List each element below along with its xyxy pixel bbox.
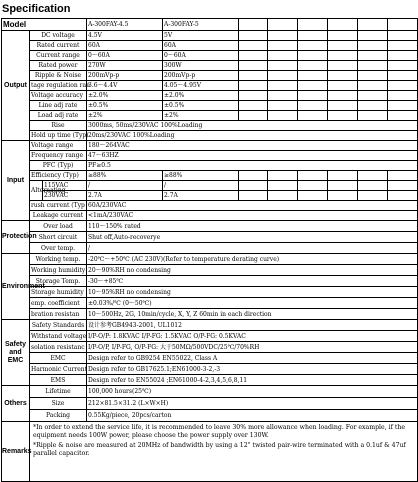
section-environment: Environment (2, 254, 30, 320)
row-label: tage regulation ran (31, 82, 90, 89)
model-cell (268, 19, 298, 31)
row-label: DC voltage (30, 31, 87, 41)
safety-row (2, 375, 418, 386)
output-row (2, 111, 418, 121)
value-cell: 0～60A (163, 51, 239, 61)
row-label: Working humidity (31, 266, 86, 274)
spec-title: Specification (2, 3, 71, 15)
protection-row (2, 221, 418, 232)
value-cell: 设计参考GB4943-2001, UL1012 (87, 320, 418, 331)
value-cell: 180～264VAC (87, 141, 418, 151)
output-row (2, 131, 418, 141)
row-label: Working temp. (30, 254, 87, 265)
value-cell: 47～63HZ (87, 151, 418, 161)
output-row (2, 81, 418, 91)
row-label: Load adj rate (30, 111, 87, 121)
value-cell: 300W (163, 61, 239, 71)
value-cell: 2.7A (163, 191, 239, 201)
row-label: Rated power (30, 61, 87, 71)
output-row (2, 61, 418, 71)
row-label: rush current (Typ (31, 202, 85, 209)
section-safety-emc: Safety and EMC (2, 320, 30, 386)
value-cell: 0.55Kg/piece, 20pcs/carton (87, 410, 418, 422)
row-label: Rise (30, 121, 87, 131)
value-cell: PF≥0.5 (87, 161, 418, 171)
row-label: Over temp. (30, 243, 87, 254)
value-cell: 3000ms, 50ms/230VAC 100%Loading (87, 121, 418, 131)
value-cell: 60A (87, 41, 163, 51)
input-row (2, 151, 418, 161)
output-row (2, 51, 418, 61)
row-label: Storage Temp. (30, 276, 87, 287)
row-label: EMC (30, 353, 87, 364)
model-label: Model (2, 19, 87, 31)
row-label: Packing (30, 410, 87, 422)
value-cell: ±2% (87, 111, 163, 121)
output-row (2, 41, 418, 51)
value-cell: ±2% (163, 111, 239, 121)
value-cell: 100,000 hours(25℃) (87, 386, 418, 398)
value-cell: ±0.5% (87, 101, 163, 111)
others-row (2, 410, 418, 422)
sub-label: 230VAC (43, 191, 87, 201)
value-cell: 5V (163, 31, 239, 41)
row-label: Short circuit (30, 232, 87, 243)
value-cell: I/P-O/P, I/P-FG, O/P-FG: 大于50MΩ/500VDC/25℃/70%RH (87, 342, 418, 353)
row-label: Over load (30, 221, 87, 232)
row-label: emp. coefficient (30, 298, 87, 309)
spec-table (1, 18, 418, 482)
value-cell: 20ms/230VAC 100%Loading (87, 131, 418, 141)
value-cell: Shut off,Auto-recoverye (87, 232, 418, 243)
section-protection: Protection (2, 221, 30, 254)
value-cell: ±2.0% (163, 91, 239, 101)
value-cell: / (163, 181, 239, 191)
environment-row (2, 254, 418, 265)
value-cell: ±0.5% (163, 101, 239, 111)
row-label: PFC (Typ) (30, 161, 87, 171)
row-label: Ripple & Noise (30, 71, 87, 81)
value-cell: ≥88% (163, 171, 239, 181)
value-cell: 60A/230VAC (87, 201, 418, 211)
safety-row (2, 353, 418, 364)
value-cell: / (87, 243, 418, 254)
safety-row (2, 331, 418, 342)
row-label: Current range (30, 51, 87, 61)
value-cell: 3.6～4.4V (87, 81, 163, 91)
model-cell: A-300FAY-4.5 (87, 19, 163, 31)
safety-row (2, 342, 418, 353)
output-row (2, 91, 418, 101)
value-cell: 270W (87, 61, 163, 71)
row-label: Efficiency (Typ) (30, 171, 87, 181)
input-row (2, 191, 418, 201)
input-row (2, 171, 418, 181)
value-cell: 10～500Hz, 2G, 10min/cycle, X, Y, Z 60min in each direction (87, 309, 418, 320)
row-label: Alternating (30, 181, 43, 201)
remarks-text (30, 422, 418, 482)
row-label: Safety Standards (30, 320, 87, 331)
row-label: solation resistanc (31, 343, 85, 351)
remark-line: *In order to extend the service life, it is recommended to leave 30% more allowance when loading. For example, if the equipment needs 100W power, please choose the power supply over 130W. (33, 424, 406, 439)
value-cell: 4.05～4.95V (163, 81, 239, 91)
environment-row (2, 265, 418, 276)
row-label: bration resistan (30, 309, 87, 320)
value-cell: I/P-O/P: 1.8KVAC I/P-FG: 1.5KVAC O/P-FG: 0.5KVAC (87, 331, 418, 342)
model-row (2, 19, 418, 31)
value-cell: 10～95%RH no condensing (87, 287, 418, 298)
sub-label: 115VAC (43, 181, 87, 191)
output-row (2, 121, 418, 131)
value-cell: <1mA/230VAC (87, 211, 418, 221)
row-label: EMS (30, 375, 87, 386)
row-label: Storage humidity (30, 287, 87, 298)
value-cell: 60A (163, 41, 239, 51)
section-others: Others (2, 386, 30, 422)
value-cell: 200mVp-p (163, 71, 239, 81)
model-cell (239, 19, 268, 31)
model-cell (358, 19, 388, 31)
value-cell: Design refer to GB17625.1;EN61000-3-2,-3 (87, 364, 418, 375)
remark-line: *Ripple & noise are measured at 20MHz of bandwidth by using a 12" twisted pair-wire terminated with a 0.1uf & 47uf parallel capacitor. (33, 442, 406, 457)
row-label: Leakage current (30, 211, 87, 221)
row-label: Harmonic Current (31, 365, 88, 373)
row-label: Voltage accuracy (30, 91, 87, 101)
environment-row (2, 309, 418, 320)
value-cell: 4.5V (87, 31, 163, 41)
section-remarks: Remarks (2, 422, 30, 482)
value-cell: 110～150% rated (87, 221, 418, 232)
model-cell (328, 19, 358, 31)
safety-row (2, 320, 418, 331)
protection-row (2, 232, 418, 243)
value-cell: 212×81.5×31.2 (L×W×H) (87, 398, 418, 410)
input-row (2, 141, 418, 151)
input-row (2, 181, 418, 191)
value-cell: -20℃～+50℃ (AC 230V)(Refer to temperature derating curve) (87, 254, 418, 265)
value-cell: Design refer to EN55024 ;EN61000-4-2,3,4,5,6,8,11 (87, 375, 418, 386)
value-cell: ±2.0% (87, 91, 163, 101)
input-row (2, 161, 418, 171)
section-output: Output (2, 31, 30, 141)
row-label: Lifetime (30, 386, 87, 398)
output-row (2, 101, 418, 111)
value-cell: Design refer to GB9254 EN55022, Class A (87, 353, 418, 364)
model-cell: A-300FAY-5 (163, 19, 239, 31)
value-cell: ≥88% (87, 171, 163, 181)
output-row (2, 31, 418, 41)
value-cell: / (87, 181, 163, 191)
others-row (2, 398, 418, 410)
environment-row (2, 287, 418, 298)
input-row (2, 201, 418, 211)
output-row (2, 71, 418, 81)
value-cell: 0～60A (87, 51, 163, 61)
value-cell: 200mVp-p (87, 71, 163, 81)
value-cell: 20～90%RH no condensing (87, 265, 418, 276)
row-label: Hold up time (Typ) (31, 132, 89, 139)
environment-row (2, 276, 418, 287)
value-cell: -30～+85℃ (87, 276, 418, 287)
row-label: Withstand voltage (31, 332, 87, 340)
environment-row (2, 298, 418, 309)
row-label: Rated current (30, 41, 87, 51)
safety-row (2, 364, 418, 375)
others-row (2, 386, 418, 398)
row-label: Size (30, 398, 87, 410)
row-label: Voltage range (30, 141, 87, 151)
model-cell (388, 19, 418, 31)
remarks-row (2, 422, 418, 482)
row-label: Frequency range (30, 151, 87, 161)
value-cell: 2.7A (87, 191, 163, 201)
input-row (2, 211, 418, 221)
protection-row (2, 243, 418, 254)
row-label: Line adj rate (30, 101, 87, 111)
value-cell: ±0.03%/℃ (0～50℃) (87, 298, 418, 309)
model-cell (298, 19, 328, 31)
section-input: Input (2, 141, 30, 221)
